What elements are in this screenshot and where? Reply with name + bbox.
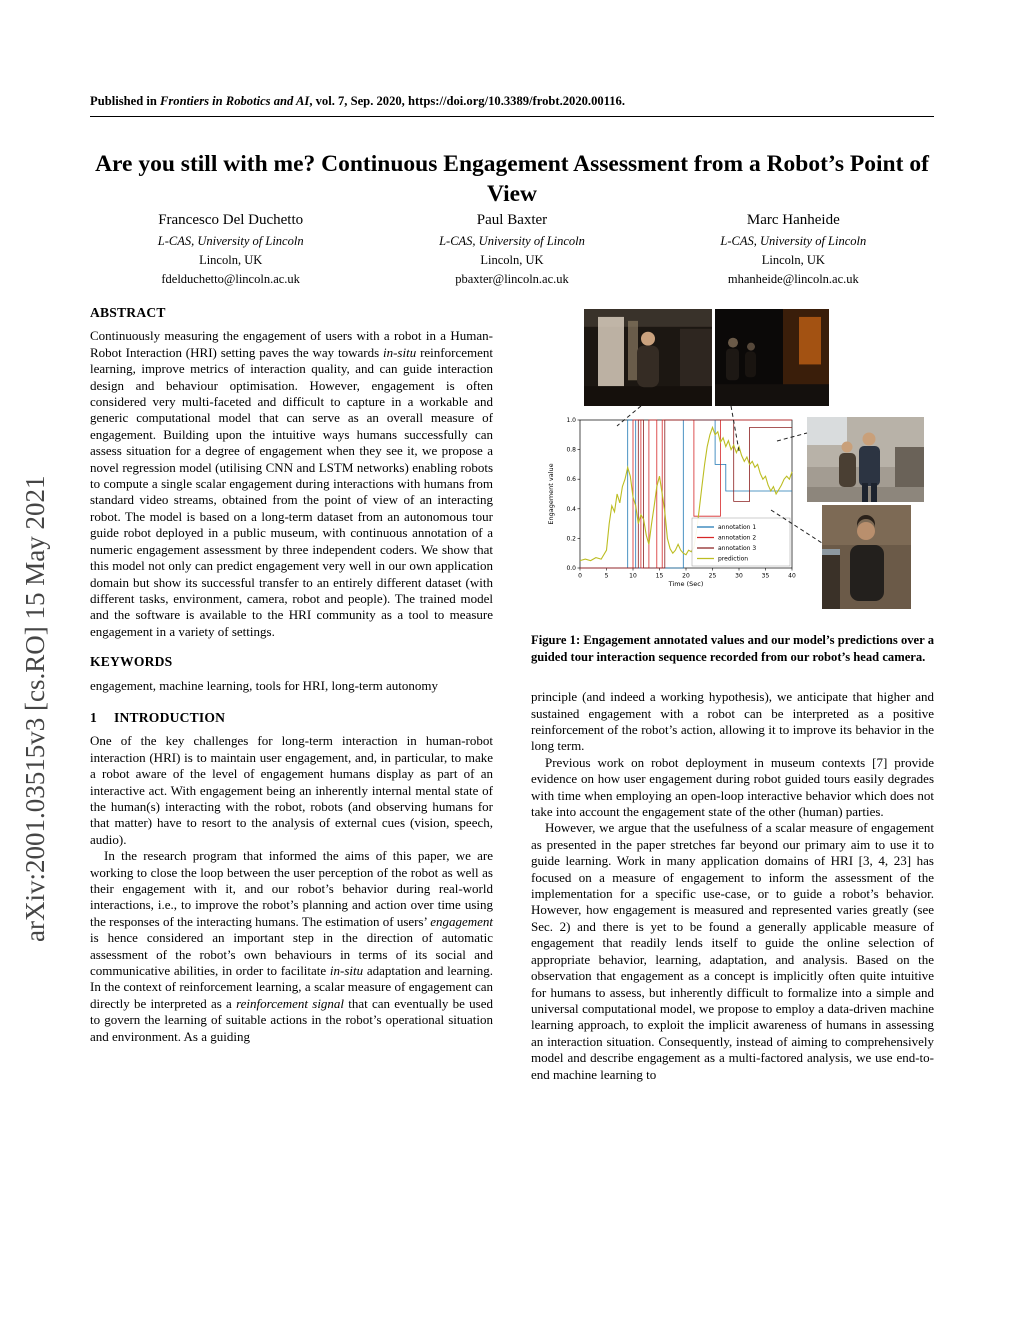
svg-text:1.0: 1.0 [566, 417, 576, 424]
svg-text:0.6: 0.6 [566, 476, 576, 484]
svg-text:0.8: 0.8 [566, 446, 576, 454]
svg-text:0.0: 0.0 [566, 565, 576, 572]
arxiv-watermark: arXiv:2001.03515v3 [cs.RO] 15 May 2021 [20, 475, 50, 942]
author-name: Marc Hanheide [746, 212, 840, 228]
authors-row [90, 212, 934, 287]
author-city: Lincoln, UK [480, 253, 544, 267]
svg-text:30: 30 [735, 572, 743, 580]
author-affiliation: L-CAS, University of Lincoln [439, 234, 585, 248]
publication-header [90, 94, 934, 117]
author-name: Francesco Del Duchetto [158, 212, 304, 228]
svg-text:10: 10 [629, 572, 637, 580]
figure-caption: Figure 1: Engagement annotated values and our model’s predictions over a guided tour interaction sequence recorded from our robot’s head camera. [531, 633, 934, 664]
section-label: INTRODUCTION [114, 709, 226, 725]
paragraph: In the research program that informed the aims of this paper, we are working to close the loop between the user perception of the robot as well as their engagement with it, and our robot’s behavior during real-world interactions, i.e., to improve the robot’s planning and action over time using the responses of the interacting humans. The estimation of users’ engagement is hence considered an important step in the direction of automatic assessment of the robot’s own behaviours in terms of its social and communicative abilities, in order to facilitate in-situ adaptation and learning. In the context of reinforcement learning, a scalar measure of engagement can directly be interpreted as a reinforcement signal that can eventually be used to govern the learning of suitable actions in the robot’s operational situation and environment. As a guiding [90, 848, 493, 1044]
author-affiliation: L-CAS, University of Lincoln [720, 234, 867, 248]
svg-text:Engagement value: Engagement value [547, 463, 555, 525]
svg-text:0: 0 [578, 572, 582, 580]
keywords-heading: KEYWORDS [90, 654, 173, 670]
author-city: Lincoln, UK [761, 253, 825, 267]
author-city: Lincoln, UK [199, 253, 263, 267]
author-block [653, 212, 934, 287]
figure-photo-visitor-close [822, 505, 911, 609]
publication-header-suffix: , vol. 7, Sep. 2020, [309, 94, 408, 108]
svg-text:Time (Sec): Time (Sec) [668, 580, 704, 588]
author-affiliation: L-CAS, University of Lincoln [157, 234, 304, 248]
paragraph: Continuously measuring the engagement of users with a robot in a Human-Robot Interaction (HRI) setting paves the way towards in-situ reinforcement learning, improve metrics of interaction quality, and can guide interaction design and behaviour optimisation. However, engagement is often considered very multi-faceted and difficult to capture in a workable and generic computational model that can serve as an overall measure of engagement. Building upon the intuitive ways humans successfully can assess situation for a degree of engagement when they see it, we propose a novel regression model (utilising CNN and LSTM networks) enabling robots to compute a single scalar engagement during interactions with humans from standard video streams, obtained from the point of view of an interacting robot. The model is based on a long-term dataset from an autonomous tour guide robot deployed in a public museum, with continuous annotation of a numeric engagement assessment by three independent coders. We show that this model not only can predict engagement very well in our own application domain but show its successful transfer to an entirely different dataset (with different tasks, environment, camera, robot and people). The trained model and the software is available to the HRI community as a tool to measure engagement in a variety of settings. [90, 328, 493, 639]
figure-1 [531, 305, 933, 620]
publication-venue: Frontiers in Robotics and AI [160, 94, 310, 108]
svg-text:15: 15 [655, 572, 664, 580]
abstract-heading: ABSTRACT [90, 305, 166, 320]
figure-photo-robot-camera-view-2 [715, 309, 829, 406]
svg-text:annotation 1: annotation 1 [718, 524, 757, 532]
author-email: mhanheide@lincoln.ac.uk [727, 272, 859, 286]
abstract-text [90, 328, 493, 640]
right-column-text [531, 689, 934, 1083]
keywords-text: engagement, machine learning, tools for HRI, long-term autonomy [90, 677, 439, 693]
figure-photo-robot-camera-view-1 [584, 309, 712, 406]
figure-photo-visitors [807, 417, 924, 502]
introduction-section [90, 710, 493, 1045]
svg-text:5: 5 [604, 572, 609, 580]
svg-text:annotation 3: annotation 3 [718, 545, 757, 553]
keywords-section [90, 654, 493, 694]
introduction-text [90, 733, 493, 1045]
author-email: pbaxter@lincoln.ac.uk [455, 272, 569, 286]
svg-text:20: 20 [682, 572, 690, 580]
doi-link[interactable]: https://doi.org/10.3389/frobt.2020.00116. [407, 94, 626, 108]
paragraph: However, we argue that the usefulness of a scalar measure of engagement as presented in the paper stretches far beyond our primary aim to use it to guide learning. Work in many application domains of HRI [3, 4, 23] has focused on a measure of engagement to inform the assessment of the implementation for a specific use-case, or to guide a robot’s behavior. However, how engagement is measured and represented varies greatly (see Sec. 2) and there is yet to be found a generally applicable measure of engagement that readily lends itself to guide the online selection of appropriate behavior, learning, adaptation, and analysis. Based on the observation that engagement as a concept is implicitly often quite intuitive for humans to assess, but inherently difficult to formalize into a simple and universal computational model, we propose to employ a data-driven machine learning approach, to exploit the implicit awareness of humans in assessing an interaction situation. Consequently, instead of aiming to comprehensively model and describe engagement as a multi-factored analysis, we use end-to-end machine learning to [531, 820, 934, 1082]
author-email: fdelduchetto@lincoln.ac.uk [161, 272, 300, 286]
svg-text:40: 40 [788, 572, 796, 580]
section-number: 1 [90, 709, 97, 725]
paper-title: Are you still with me? Continuous Engagement Assessment from a Robot’s Point of View [95, 150, 929, 207]
engagement-chart [544, 408, 799, 605]
paragraph: principle (and indeed a working hypothesis), we anticipate that higher and sustained engagement with a robot can be interpreted as a positive reinforcement of the robot’s action, allowing it to improve its behavior in the long term. [531, 689, 934, 754]
publication-header-prefix: Published in [90, 94, 160, 108]
paragraph: One of the key challenges for long-term interaction in human-robot interaction (HRI) is to maintain user engagement, and, in particular, to make a robot aware of the level of engagement humans display as part of an interactive act. With engagement being an inherently internal mental state of the human(s) interacting with the robot, robots (and observing humans for that matter) have to resort to the analysis of external cues (vision, speech, audio). [90, 733, 493, 847]
author-name: Paul Baxter [476, 212, 548, 228]
svg-text:0.2: 0.2 [566, 535, 576, 543]
paragraph: Previous work on robot deployment in museum contexts [7] provide evidence on how user engagement during robot guided tours easily degrades with time when employing an open-loop interactive behavior which does not take into account the engagement state of the other (human) parties. [531, 754, 934, 820]
svg-text:35: 35 [761, 572, 770, 580]
right-column [531, 305, 934, 1083]
author-block [371, 212, 652, 287]
introduction-heading [90, 710, 493, 726]
svg-text:25: 25 [708, 572, 717, 580]
author-block [90, 212, 371, 287]
svg-text:0.4: 0.4 [566, 505, 576, 513]
svg-text:annotation 2: annotation 2 [718, 534, 757, 542]
left-column [90, 305, 493, 1045]
svg-text:prediction: prediction [718, 555, 749, 563]
